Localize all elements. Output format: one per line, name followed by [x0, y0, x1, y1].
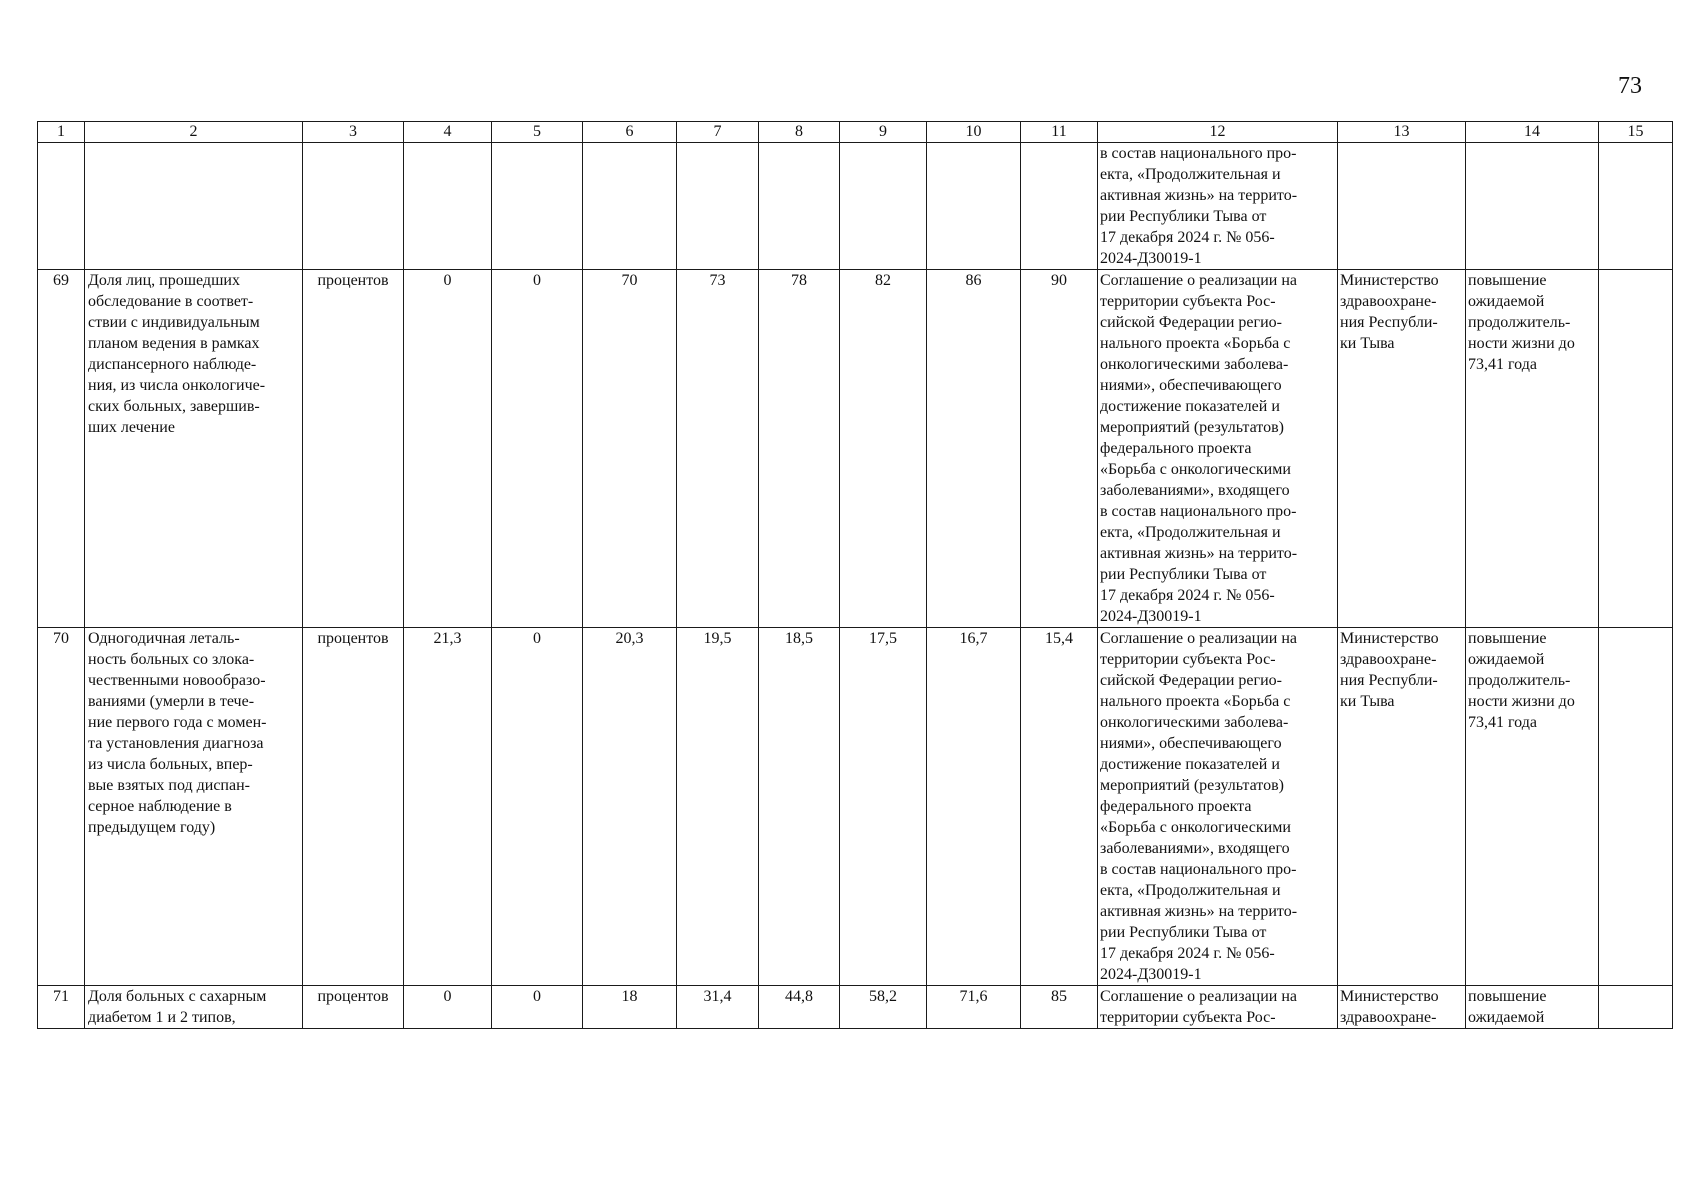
- row-number-cell: 69: [38, 270, 85, 628]
- responsible-cell: Министерство здравоохране- ния Республи- ки Тыва: [1338, 270, 1466, 628]
- table-cell: [759, 143, 840, 270]
- table-row-continuation: [38, 143, 1673, 270]
- value-cell: 44,8: [759, 986, 840, 1029]
- table-cell: [38, 143, 85, 270]
- value-cell: 90: [1021, 270, 1098, 628]
- column-header: 10: [927, 122, 1021, 143]
- value-cell: 21,3: [404, 628, 492, 986]
- document-cell: Соглашение о реализации на территории субъекта Рос- сийской Федерации регио- нального проекта «Борьба с онкологическими заболева- ниями», обеспечивающего достижение показателей и мероприятий (результатов) федерального проекта «Борьба с онкологическими заболеваниями», входящего в состав национального про- екта, «Продолжительная и активная жизнь» на террито- рии Республики Тыва от 17 декабря 2024 г. № 056- 2024-Д30019-1: [1098, 628, 1338, 986]
- document-cell: Соглашение о реализации на территории субъекта Рос-: [1098, 986, 1338, 1029]
- value-cell: 16,7: [927, 628, 1021, 986]
- value-cell: 58,2: [840, 986, 927, 1029]
- table-cell: [840, 143, 927, 270]
- column-header: 14: [1466, 122, 1599, 143]
- table-cell: [927, 143, 1021, 270]
- value-cell: 0: [492, 628, 583, 986]
- column-header: 9: [840, 122, 927, 143]
- table-row: [38, 986, 1673, 1029]
- table-cell: [1338, 143, 1466, 270]
- value-cell: 0: [404, 986, 492, 1029]
- table-row: [38, 270, 1673, 628]
- table-cell: [1599, 986, 1673, 1029]
- column-header: 12: [1098, 122, 1338, 143]
- column-header: 4: [404, 122, 492, 143]
- indicator-name-cell: Одногодичная леталь- ность больных со злока- чественными новообразо- ваниями (умерли в тече- ние первого года с момен- та установления диагноза из числа больных, впер- вые взятых под диспан- серное наблюдение в предыдущем году): [85, 628, 303, 986]
- value-cell: 18,5: [759, 628, 840, 986]
- table-cell: [404, 143, 492, 270]
- responsible-cell: Министерство здравоохране- ния Республи- ки Тыва: [1338, 628, 1466, 986]
- table-cell: [1599, 143, 1673, 270]
- value-cell: 73: [677, 270, 759, 628]
- value-cell: 0: [492, 270, 583, 628]
- column-header: 11: [1021, 122, 1098, 143]
- unit-cell: процентов: [303, 986, 404, 1029]
- value-cell: 85: [1021, 986, 1098, 1029]
- indicator-name-cell: Доля лиц, прошедших обследование в соответ- ствии с индивидуальным планом ведения в рамках диспансерного наблюде- ния, из числа онкологиче- ских больных, завершив- ших лечение: [85, 270, 303, 628]
- value-cell: 0: [492, 986, 583, 1029]
- column-header: 13: [1338, 122, 1466, 143]
- unit-cell: процентов: [303, 270, 404, 628]
- effect-cell: повышение ожидаемой: [1466, 986, 1599, 1029]
- column-header: 1: [38, 122, 85, 143]
- value-cell: 82: [840, 270, 927, 628]
- column-header: 2: [85, 122, 303, 143]
- table-cell: [1021, 143, 1098, 270]
- row-number-cell: 71: [38, 986, 85, 1029]
- column-header: 5: [492, 122, 583, 143]
- value-cell: 18: [583, 986, 677, 1029]
- indicator-name-cell: Доля больных с сахарным диабетом 1 и 2 типов,: [85, 986, 303, 1029]
- column-header: 6: [583, 122, 677, 143]
- table-cell: [1599, 628, 1673, 986]
- indicators-table: [37, 121, 1673, 1029]
- table-cell: [1599, 270, 1673, 628]
- column-number-header-row: [38, 122, 1673, 143]
- value-cell: 71,6: [927, 986, 1021, 1029]
- effect-cell: повышение ожидаемой продолжитель- ности жизни до 73,41 года: [1466, 270, 1599, 628]
- value-cell: 86: [927, 270, 1021, 628]
- document-cell: в состав национального про- екта, «Продолжительная и активная жизнь» на террито- рии Республики Тыва от 17 декабря 2024 г. № 056- 2024-Д30019-1: [1098, 143, 1338, 270]
- table-cell: [303, 143, 404, 270]
- column-header: 15: [1599, 122, 1673, 143]
- unit-cell: процентов: [303, 628, 404, 986]
- value-cell: 78: [759, 270, 840, 628]
- responsible-cell: Министерство здравоохране-: [1338, 986, 1466, 1029]
- effect-cell: повышение ожидаемой продолжитель- ности жизни до 73,41 года: [1466, 628, 1599, 986]
- value-cell: 20,3: [583, 628, 677, 986]
- column-header: 7: [677, 122, 759, 143]
- value-cell: 0: [404, 270, 492, 628]
- table-cell: [677, 143, 759, 270]
- row-number-cell: 70: [38, 628, 85, 986]
- document-cell: Соглашение о реализации на территории субъекта Рос- сийской Федерации регио- нального проекта «Борьба с онкологическими заболева- ниями», обеспечивающего достижение показателей и мероприятий (результатов) федерального проекта «Борьба с онкологическими заболеваниями», входящего в состав национального про- екта, «Продолжительная и активная жизнь» на террито- рии Республики Тыва от 17 декабря 2024 г. № 056- 2024-Д30019-1: [1098, 270, 1338, 628]
- value-cell: 19,5: [677, 628, 759, 986]
- page-number: 73: [1618, 73, 1642, 99]
- table-cell: [492, 143, 583, 270]
- table-cell: [85, 143, 303, 270]
- value-cell: 15,4: [1021, 628, 1098, 986]
- column-header: 3: [303, 122, 404, 143]
- value-cell: 31,4: [677, 986, 759, 1029]
- table-cell: [1466, 143, 1599, 270]
- value-cell: 17,5: [840, 628, 927, 986]
- column-header: 8: [759, 122, 840, 143]
- table-row: [38, 628, 1673, 986]
- table-cell: [583, 143, 677, 270]
- value-cell: 70: [583, 270, 677, 628]
